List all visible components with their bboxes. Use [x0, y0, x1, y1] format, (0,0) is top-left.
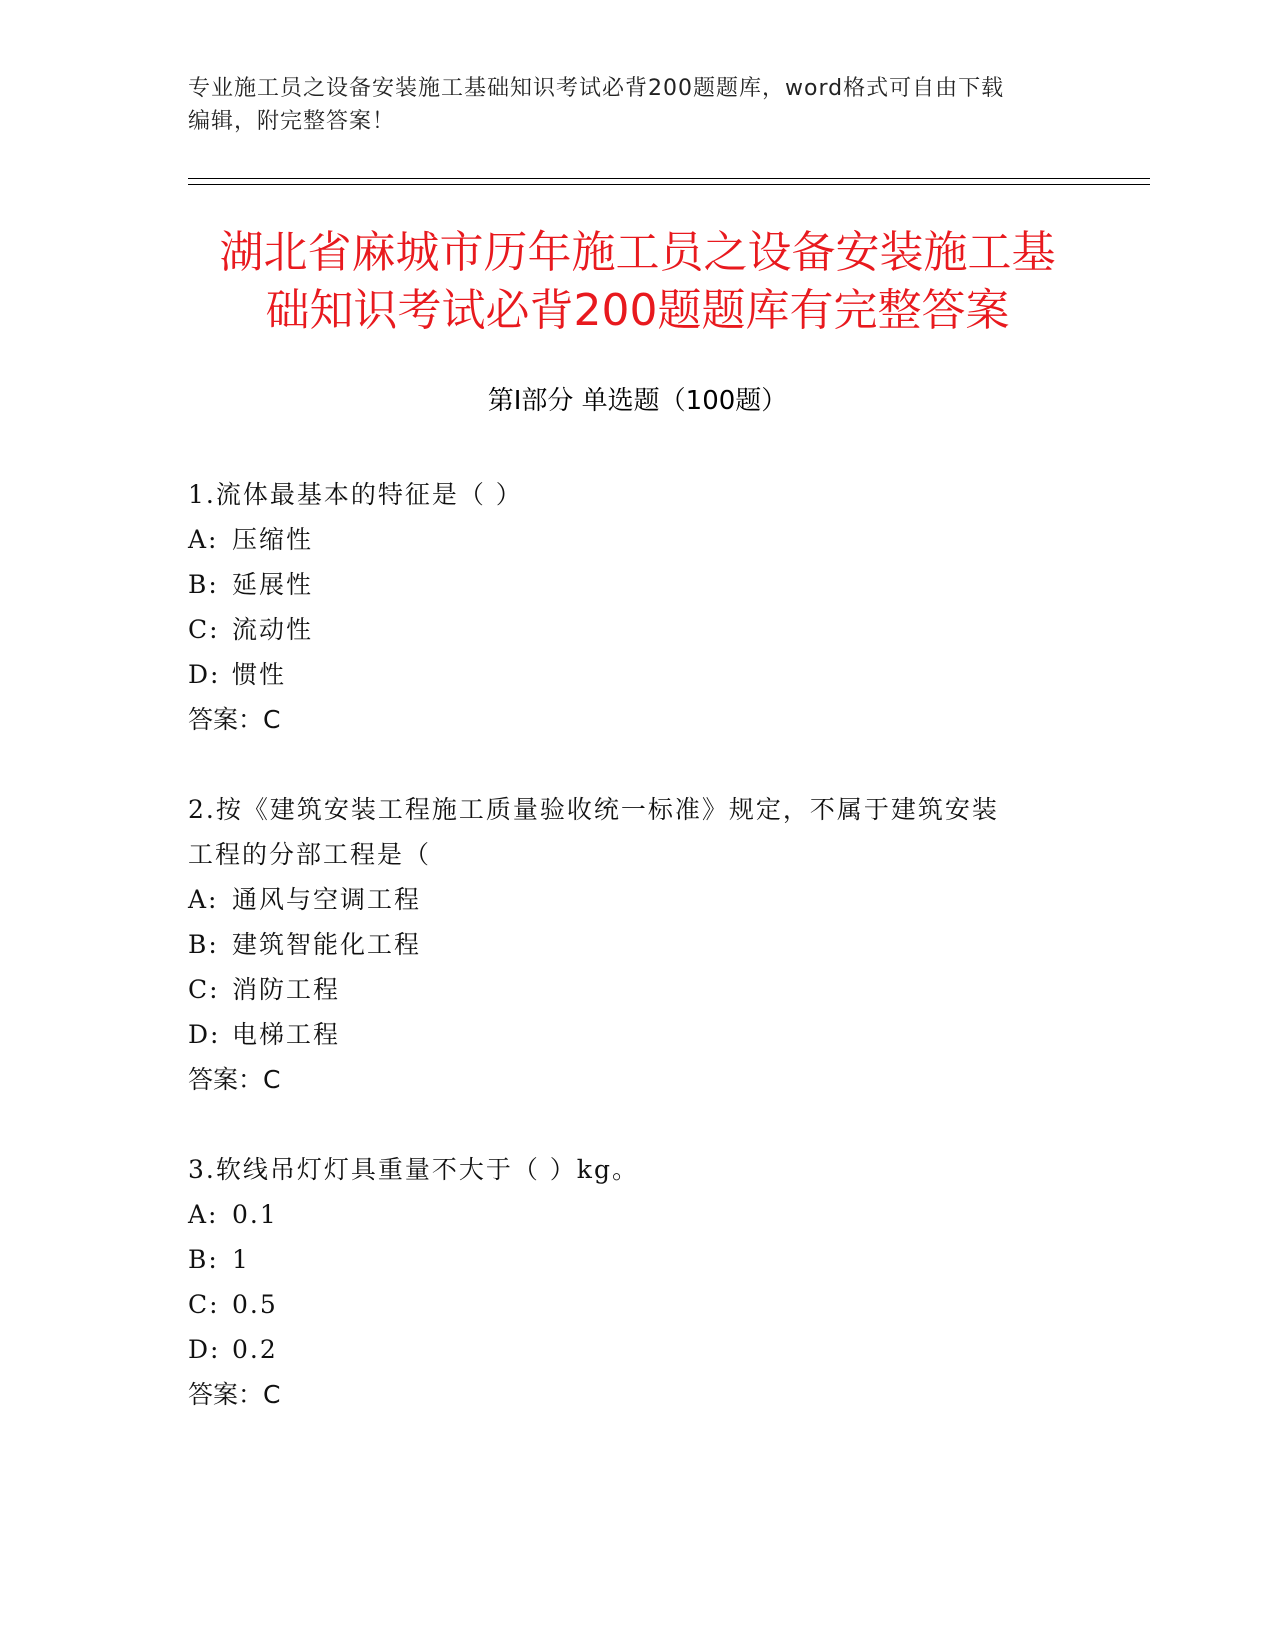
question-stem-continued: 工程的分部工程是（ — [188, 840, 432, 869]
option-text: 惯性 — [232, 660, 287, 689]
document-title-line-1: 湖北省麻城市历年施工员之设备安装施工基 — [219, 227, 1056, 278]
question-block — [188, 472, 1068, 742]
option-text: 建筑智能化工程 — [232, 930, 422, 959]
option-d — [188, 1012, 1068, 1057]
question-stem: 2.按《建筑安装工程施工质量验收统一标准》规定，不属于建筑安装 — [188, 795, 999, 824]
option-letter: B: — [188, 930, 219, 959]
header-divider-bottom — [188, 184, 1150, 185]
option-text: 0.1 — [232, 1200, 278, 1229]
header-divider-top — [188, 178, 1150, 179]
option-letter: B: — [188, 570, 219, 599]
document-title-line-2: 础知识考试必背200题题库有完整答案 — [265, 285, 1010, 336]
question-stem: 1.流体最基本的特征是（ ） — [188, 480, 523, 509]
header-note-line-1: 专业施工员之设备安装施工基础知识考试必背200题题库，word格式可自由下载 — [188, 76, 1005, 101]
option-text: 1 — [232, 1245, 250, 1274]
option-d — [188, 652, 1068, 697]
question-block — [188, 787, 1068, 1102]
option-d — [188, 1327, 1068, 1372]
option-letter: C: — [188, 1290, 220, 1319]
answer-line: 答案：C — [188, 1065, 281, 1094]
option-text: 0.2 — [232, 1335, 278, 1364]
option-letter: D: — [188, 660, 221, 689]
option-letter: A: — [188, 525, 219, 554]
option-a — [188, 517, 1068, 562]
option-text: 消防工程 — [232, 975, 341, 1004]
document-title — [150, 224, 1125, 340]
answer-line: 答案：C — [188, 1380, 281, 1409]
option-letter: B: — [188, 1245, 219, 1274]
answer-line: 答案：C — [188, 705, 281, 734]
option-b — [188, 1237, 1068, 1282]
option-a — [188, 877, 1068, 922]
option-text: 电梯工程 — [232, 1020, 341, 1049]
option-text: 通风与空调工程 — [232, 885, 422, 914]
header-note-line-2: 编辑，附完整答案！ — [188, 109, 396, 134]
option-a — [188, 1192, 1068, 1237]
option-b — [188, 562, 1068, 607]
question-block — [188, 1147, 1068, 1417]
option-letter: C: — [188, 615, 220, 644]
option-letter: C: — [188, 975, 220, 1004]
option-text: 流动性 — [232, 615, 314, 644]
option-c — [188, 1282, 1068, 1327]
option-text: 延展性 — [232, 570, 314, 599]
option-letter: D: — [188, 1020, 221, 1049]
option-letter: A: — [188, 1200, 219, 1229]
section-heading: 第Ⅰ部分 单选题（100题） — [487, 386, 788, 416]
option-text: 0.5 — [232, 1290, 278, 1319]
header-note — [188, 72, 1068, 138]
option-b — [188, 922, 1068, 967]
option-c — [188, 967, 1068, 1012]
option-text: 压缩性 — [232, 525, 314, 554]
option-letter: D: — [188, 1335, 221, 1364]
option-letter: A: — [188, 885, 219, 914]
question-stem: 3.软线吊灯灯具重量不大于（ ）kg。 — [188, 1155, 639, 1184]
option-c — [188, 607, 1068, 652]
